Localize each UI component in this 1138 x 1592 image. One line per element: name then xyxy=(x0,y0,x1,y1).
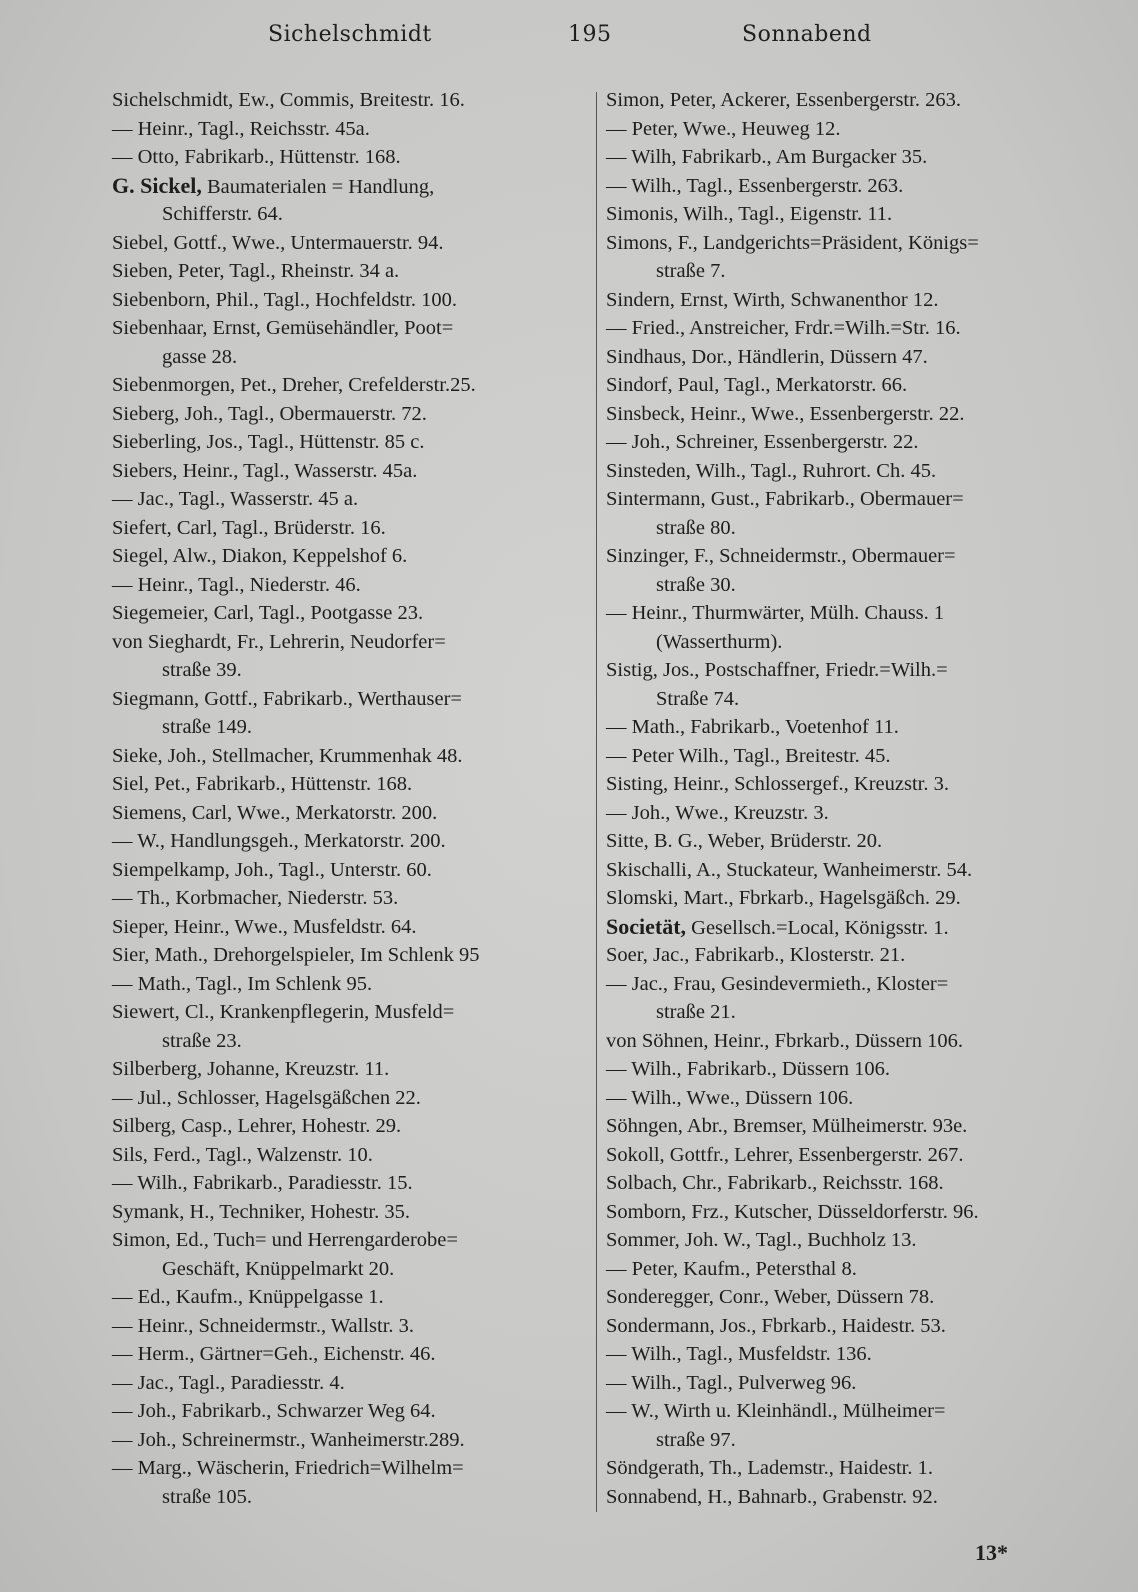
entry-text: Sonnabend, H., Bahnarb., Grabenstr. 92. xyxy=(606,1485,938,1508)
entry-text: Sinsteden, Wilh., Tagl., Ruhrort. Ch. 45. xyxy=(606,459,937,482)
entry-continuation xyxy=(606,685,1086,714)
entry-continuation xyxy=(606,257,1086,286)
entry-text: — Jul., Schlosser, Hagelsgäßchen 22. xyxy=(112,1086,421,1109)
directory-entry xyxy=(606,599,1086,628)
entry-text: — Wilh., Tagl., Pulverweg 96. xyxy=(606,1371,857,1394)
entry-text: Söhngen, Abr., Bremser, Mülheimerstr. 93e. xyxy=(606,1115,968,1137)
entry-text: Sils, Ferd., Tagl., Walzenstr. 10. xyxy=(112,1143,373,1166)
entry-text: — Heinr., Thurmwärter, Mülh. Chauss. 1 xyxy=(606,602,945,624)
entry-text: — Wilh, Fabrikarb., Am Burgacker 35. xyxy=(606,146,928,168)
entry-continuation xyxy=(112,200,592,229)
entry-text: — Math., Tagl., Im Schlenk 95. xyxy=(112,972,373,995)
entry-text: Siegemeier, Carl, Tagl., Pootgasse 23. xyxy=(112,602,424,624)
entry-text: von Söhnen, Heinr., Fbrkarb., Düssern 106. xyxy=(606,1029,964,1052)
entry-text: Siemens, Carl, Wwe., Merkatorstr. 200. xyxy=(112,801,438,824)
entry-text: Sieberling, Jos., Tagl., Hüttenstr. 85 c. xyxy=(112,431,425,453)
entry-text: Siebenmorgen, Pet., Dreher, Crefelderstr.25. xyxy=(112,374,476,396)
entry-text: Silberg, Casp., Lehrer, Hohestr. 29. xyxy=(112,1115,402,1137)
directory-entry xyxy=(112,400,592,429)
directory-entry xyxy=(112,998,592,1027)
directory-entry xyxy=(606,1283,1086,1312)
directory-entry xyxy=(606,200,1086,229)
entry-text: — Peter Wilh., Tagl., Breitestr. 45. xyxy=(606,744,891,767)
entry-text: — Joh., Schreinermstr., Wanheimerstr.289. xyxy=(112,1428,465,1451)
directory-entry xyxy=(606,314,1086,343)
directory-entry xyxy=(112,599,592,628)
entry-text: — Wilh., Tagl., Musfeldstr. 136. xyxy=(606,1343,872,1365)
directory-entry xyxy=(112,571,592,600)
directory-entry xyxy=(606,172,1086,201)
directory-entry xyxy=(606,827,1086,856)
directory-entry xyxy=(112,86,592,115)
entry-text: — Ed., Kaufm., Knüppelgasse 1. xyxy=(112,1286,384,1308)
directory-entry xyxy=(606,1198,1086,1227)
directory-entry xyxy=(606,742,1086,771)
directory-entry xyxy=(112,514,592,543)
entry-text: — W., Wirth u. Kleinhändl., Mülheimer= xyxy=(606,1400,946,1422)
entry-text: Skischalli, A., Stuckateur, Wanheimerstr. 54. xyxy=(606,858,973,881)
directory-entry xyxy=(606,799,1086,828)
entry-text: Siewert, Cl., Krankenpflegerin, Musfeld= xyxy=(112,1001,455,1023)
entry-text: Sier, Math., Drehorgelspieler, Im Schlenk 95 xyxy=(112,944,480,966)
directory-entry xyxy=(112,371,592,400)
entry-continuation xyxy=(606,1426,1086,1455)
entry-continuation xyxy=(112,343,592,372)
directory-entry xyxy=(112,257,592,286)
running-header-left: Sichelschmidt xyxy=(268,22,432,47)
entry-text: Sinsbeck, Heinr., Wwe., Essenbergerstr. 22. xyxy=(606,402,965,425)
directory-entry xyxy=(606,1397,1086,1426)
directory-entry xyxy=(606,86,1086,115)
entry-continuation xyxy=(112,1483,592,1512)
entry-continuation xyxy=(112,1255,592,1284)
directory-entry xyxy=(112,1112,592,1141)
directory-entry xyxy=(112,1340,592,1369)
directory-entry xyxy=(112,1198,592,1227)
entry-text: — Jac., Tagl., Paradiesstr. 4. xyxy=(112,1371,345,1394)
signature-mark: 13* xyxy=(975,1540,1008,1565)
entry-text: — Heinr., Tagl., Niederstr. 46. xyxy=(112,573,361,596)
entry-bold-name: G. Sickel, xyxy=(112,172,202,198)
directory-entry xyxy=(606,713,1086,742)
entry-text: Sindorf, Paul, Tagl., Merkatorstr. 66. xyxy=(606,374,908,396)
entry-text: Sisting, Heinr., Schlossergef., Kreuzstr. 3. xyxy=(606,773,949,795)
directory-entry xyxy=(606,485,1086,514)
directory-entry xyxy=(606,1055,1086,1084)
directory-entry xyxy=(606,1169,1086,1198)
entry-text: Söndgerath, Th., Lademstr., Haidestr. 1. xyxy=(606,1457,933,1479)
entry-text: Symank, H., Techniker, Hohestr. 35. xyxy=(112,1200,410,1223)
entry-text: Sitte, B. G., Weber, Brüderstr. 20. xyxy=(606,830,883,852)
entry-text: — Joh., Schreiner, Essenbergerstr. 22. xyxy=(606,431,919,453)
entry-continuation xyxy=(112,713,592,742)
directory-entry xyxy=(112,1084,592,1113)
directory-entry xyxy=(112,1312,592,1341)
entry-text: (Wasserthurm). xyxy=(656,630,783,653)
entry-text: von Sieghardt, Fr., Lehrerin, Neudorfer= xyxy=(112,630,446,653)
entry-text: Somborn, Frz., Kutscher, Düsseldorferstr. 96. xyxy=(606,1200,979,1223)
entry-text: — Peter, Wwe., Heuweg 12. xyxy=(606,117,841,140)
directory-entry xyxy=(606,913,1086,942)
directory-entry xyxy=(112,970,592,999)
entry-text: — Heinr., Tagl., Reichsstr. 45a. xyxy=(112,117,370,140)
entry-text: Sieke, Joh., Stellmacher, Krummenhak 48. xyxy=(112,744,463,767)
directory-entry xyxy=(606,286,1086,315)
entry-text: — Wilh., Fabrikarb., Paradiesstr. 15. xyxy=(112,1172,413,1194)
entry-text: — Herm., Gärtner=Geh., Eichenstr. 46. xyxy=(112,1343,436,1365)
entry-text: straße 105. xyxy=(162,1485,252,1508)
entry-text: straße 21. xyxy=(656,1001,736,1023)
entry-text: — Fried., Anstreicher, Frdr.=Wilh.=Str. 16. xyxy=(606,317,961,339)
directory-entry xyxy=(112,542,592,571)
directory-entry xyxy=(606,400,1086,429)
entry-text: Baumaterialen = Handlung, xyxy=(201,175,435,198)
entry-text: straße 80. xyxy=(656,516,736,539)
directory-entry xyxy=(112,1397,592,1426)
entry-continuation xyxy=(606,628,1086,657)
directory-entry xyxy=(112,628,592,657)
entry-text: Sonderegger, Conr., Weber, Düssern 78. xyxy=(606,1286,935,1308)
entry-text: — Joh., Fabrikarb., Schwarzer Weg 64. xyxy=(112,1400,436,1422)
entry-text: straße 23. xyxy=(162,1029,242,1052)
directory-entry xyxy=(606,115,1086,144)
entry-text: straße 149. xyxy=(162,716,252,738)
entry-text: — Wilh., Wwe., Düssern 106. xyxy=(606,1086,854,1109)
directory-entry xyxy=(606,970,1086,999)
directory-entry xyxy=(606,457,1086,486)
directory-entry xyxy=(112,286,592,315)
entry-text: Sieper, Heinr., Wwe., Musfeldstr. 64. xyxy=(112,915,417,938)
directory-entry xyxy=(606,1454,1086,1483)
entry-text: straße 30. xyxy=(656,573,736,596)
left-column xyxy=(112,86,592,1511)
directory-entry xyxy=(606,1255,1086,1284)
directory-entry xyxy=(112,799,592,828)
entry-text: Simonis, Wilh., Tagl., Eigenstr. 11. xyxy=(606,203,893,225)
directory-entry xyxy=(606,428,1086,457)
entry-text: gasse 28. xyxy=(162,345,238,368)
entry-text: straße 39. xyxy=(162,659,242,681)
directory-entry xyxy=(606,1084,1086,1113)
directory-entry xyxy=(606,343,1086,372)
entry-text: Siebenhaar, Ernst, Gemüsehändler, Poot= xyxy=(112,317,454,339)
directory-entry xyxy=(112,884,592,913)
entry-text: — Wilh., Tagl., Essenbergerstr. 263. xyxy=(606,174,904,197)
directory-entry xyxy=(606,1027,1086,1056)
directory-entry xyxy=(112,685,592,714)
directory-entry xyxy=(606,1312,1086,1341)
entry-text: straße 97. xyxy=(656,1428,736,1451)
directory-entry xyxy=(606,229,1086,258)
entry-text: Schifferstr. 64. xyxy=(162,203,283,225)
directory-entry xyxy=(606,856,1086,885)
entry-text: Silberberg, Johanne, Kreuzstr. 11. xyxy=(112,1058,390,1080)
entry-text: Soer, Jac., Fabrikarb., Klosterstr. 21. xyxy=(606,944,906,966)
right-column xyxy=(606,86,1086,1511)
entry-text: Sinzinger, F., Schneidermstr., Obermauer= xyxy=(606,545,956,567)
entry-text: — Math., Fabrikarb., Voetenhof 11. xyxy=(606,716,899,738)
entry-text: Simon, Peter, Ackerer, Essenbergerstr. 263. xyxy=(606,89,961,111)
entry-text: Sintermann, Gust., Fabrikarb., Obermauer= xyxy=(606,488,964,510)
directory-entry xyxy=(606,1226,1086,1255)
entry-text: Siebenborn, Phil., Tagl., Hochfeldstr. 100. xyxy=(112,288,457,311)
entry-text: Sokoll, Gottfr., Lehrer, Essenbergerstr. 267. xyxy=(606,1143,964,1166)
directory-entry xyxy=(606,884,1086,913)
entry-text: Simons, F., Landgerichts=Präsident, Königs= xyxy=(606,231,979,254)
directory-entry xyxy=(112,485,592,514)
entry-text: Simon, Ed., Tuch= und Herrengarderobe= xyxy=(112,1229,458,1251)
directory-entry xyxy=(606,371,1086,400)
directory-entry xyxy=(112,1283,592,1312)
running-header-right: Sonnabend xyxy=(742,22,872,47)
entry-text: Gesellsch.=Local, Königsstr. 1. xyxy=(686,916,949,939)
entry-continuation xyxy=(112,1027,592,1056)
directory-entry xyxy=(112,941,592,970)
directory-entry xyxy=(112,314,592,343)
entry-text: Siel, Pet., Fabrikarb., Hüttenstr. 168. xyxy=(112,773,413,795)
entry-text: Siempelkamp, Joh., Tagl., Unterstr. 60. xyxy=(112,858,432,881)
entry-text: Siebel, Gottf., Wwe., Untermauerstr. 94. xyxy=(112,231,444,254)
entry-text: — Otto, Fabrikarb., Hüttenstr. 168. xyxy=(112,146,401,168)
entry-text: Sindhaus, Dor., Händlerin, Düssern 47. xyxy=(606,345,928,368)
entry-text: — Jac., Frau, Gesindevermieth., Kloster= xyxy=(606,972,949,995)
entry-text: straße 7. xyxy=(656,260,726,282)
directory-entry xyxy=(112,856,592,885)
entry-text: Siegel, Alw., Diakon, Keppelshof 6. xyxy=(112,545,408,567)
directory-entry xyxy=(112,457,592,486)
entry-text: — Marg., Wäscherin, Friedrich=Wilhelm= xyxy=(112,1457,464,1479)
entry-text: Siebers, Heinr., Tagl., Wasserstr. 45a. xyxy=(112,459,418,482)
entry-text: Geschäft, Knüppelmarkt 20. xyxy=(162,1257,395,1280)
entry-text: Solbach, Chr., Fabrikarb., Reichsstr. 168. xyxy=(606,1172,944,1194)
directory-entry xyxy=(112,742,592,771)
directory-entry xyxy=(112,1226,592,1255)
directory-entry xyxy=(112,1141,592,1170)
directory-entry xyxy=(606,143,1086,172)
directory-entry xyxy=(606,1340,1086,1369)
directory-entry xyxy=(112,1454,592,1483)
entry-text: Sindern, Ernst, Wirth, Schwanenthor 12. xyxy=(606,288,939,311)
directory-entry xyxy=(112,229,592,258)
directory-entry xyxy=(112,428,592,457)
entry-text: Straße 74. xyxy=(656,687,740,710)
directory-entry xyxy=(606,656,1086,685)
entry-text: — Joh., Wwe., Kreuzstr. 3. xyxy=(606,801,829,824)
column-divider xyxy=(596,92,597,1512)
directory-entry xyxy=(112,1055,592,1084)
page-number: 195 xyxy=(568,22,612,47)
directory-entry xyxy=(112,1169,592,1198)
entry-text: — Th., Korbmacher, Niederstr. 53. xyxy=(112,887,399,909)
entry-continuation xyxy=(606,514,1086,543)
directory-entry xyxy=(112,115,592,144)
directory-entry xyxy=(112,1369,592,1398)
entry-text: Sondermann, Jos., Fbrkarb., Haidestr. 53. xyxy=(606,1314,946,1337)
directory-entry xyxy=(606,1112,1086,1141)
entry-text: Slomski, Mart., Fbrkarb., Hagelsgäßch. 29. xyxy=(606,887,961,909)
directory-entry xyxy=(606,1369,1086,1398)
directory-entry xyxy=(112,913,592,942)
directory-entry xyxy=(112,172,592,201)
entry-text: Siefert, Carl, Tagl., Brüderstr. 16. xyxy=(112,516,386,539)
directory-entry xyxy=(606,1141,1086,1170)
entry-text: Sieben, Peter, Tagl., Rheinstr. 34 a. xyxy=(112,260,400,282)
entry-text: Siegmann, Gottf., Fabrikarb., Werthauser= xyxy=(112,687,462,710)
entry-text: — W., Handlungsgeh., Merkatorstr. 200. xyxy=(112,830,446,852)
directory-entry xyxy=(606,941,1086,970)
entry-continuation xyxy=(606,998,1086,1027)
directory-entry xyxy=(112,1426,592,1455)
directory-entry xyxy=(112,143,592,172)
directory-entry xyxy=(606,542,1086,571)
entry-text: — Jac., Tagl., Wasserstr. 45 a. xyxy=(112,488,359,510)
entry-text: Sieberg, Joh., Tagl., Obermauerstr. 72. xyxy=(112,402,427,425)
entry-text: Sommer, Joh. W., Tagl., Buchholz 13. xyxy=(606,1229,917,1251)
entry-text: — Wilh., Fabrikarb., Düssern 106. xyxy=(606,1058,891,1080)
entry-text: Sistig, Jos., Postschaffner, Friedr.=Wilh.= xyxy=(606,659,948,681)
entry-text: Sichelschmidt, Ew., Commis, Breitestr. 16. xyxy=(112,89,465,111)
directory-entry xyxy=(112,827,592,856)
entry-bold-name: Societät, xyxy=(606,913,687,939)
entry-text: — Peter, Kaufm., Petersthal 8. xyxy=(606,1257,857,1280)
entry-continuation xyxy=(112,656,592,685)
entry-continuation xyxy=(606,571,1086,600)
entry-text: — Heinr., Schneidermstr., Wallstr. 3. xyxy=(112,1314,415,1337)
directory-entry xyxy=(112,770,592,799)
directory-entry xyxy=(606,770,1086,799)
directory-entry xyxy=(606,1483,1086,1512)
